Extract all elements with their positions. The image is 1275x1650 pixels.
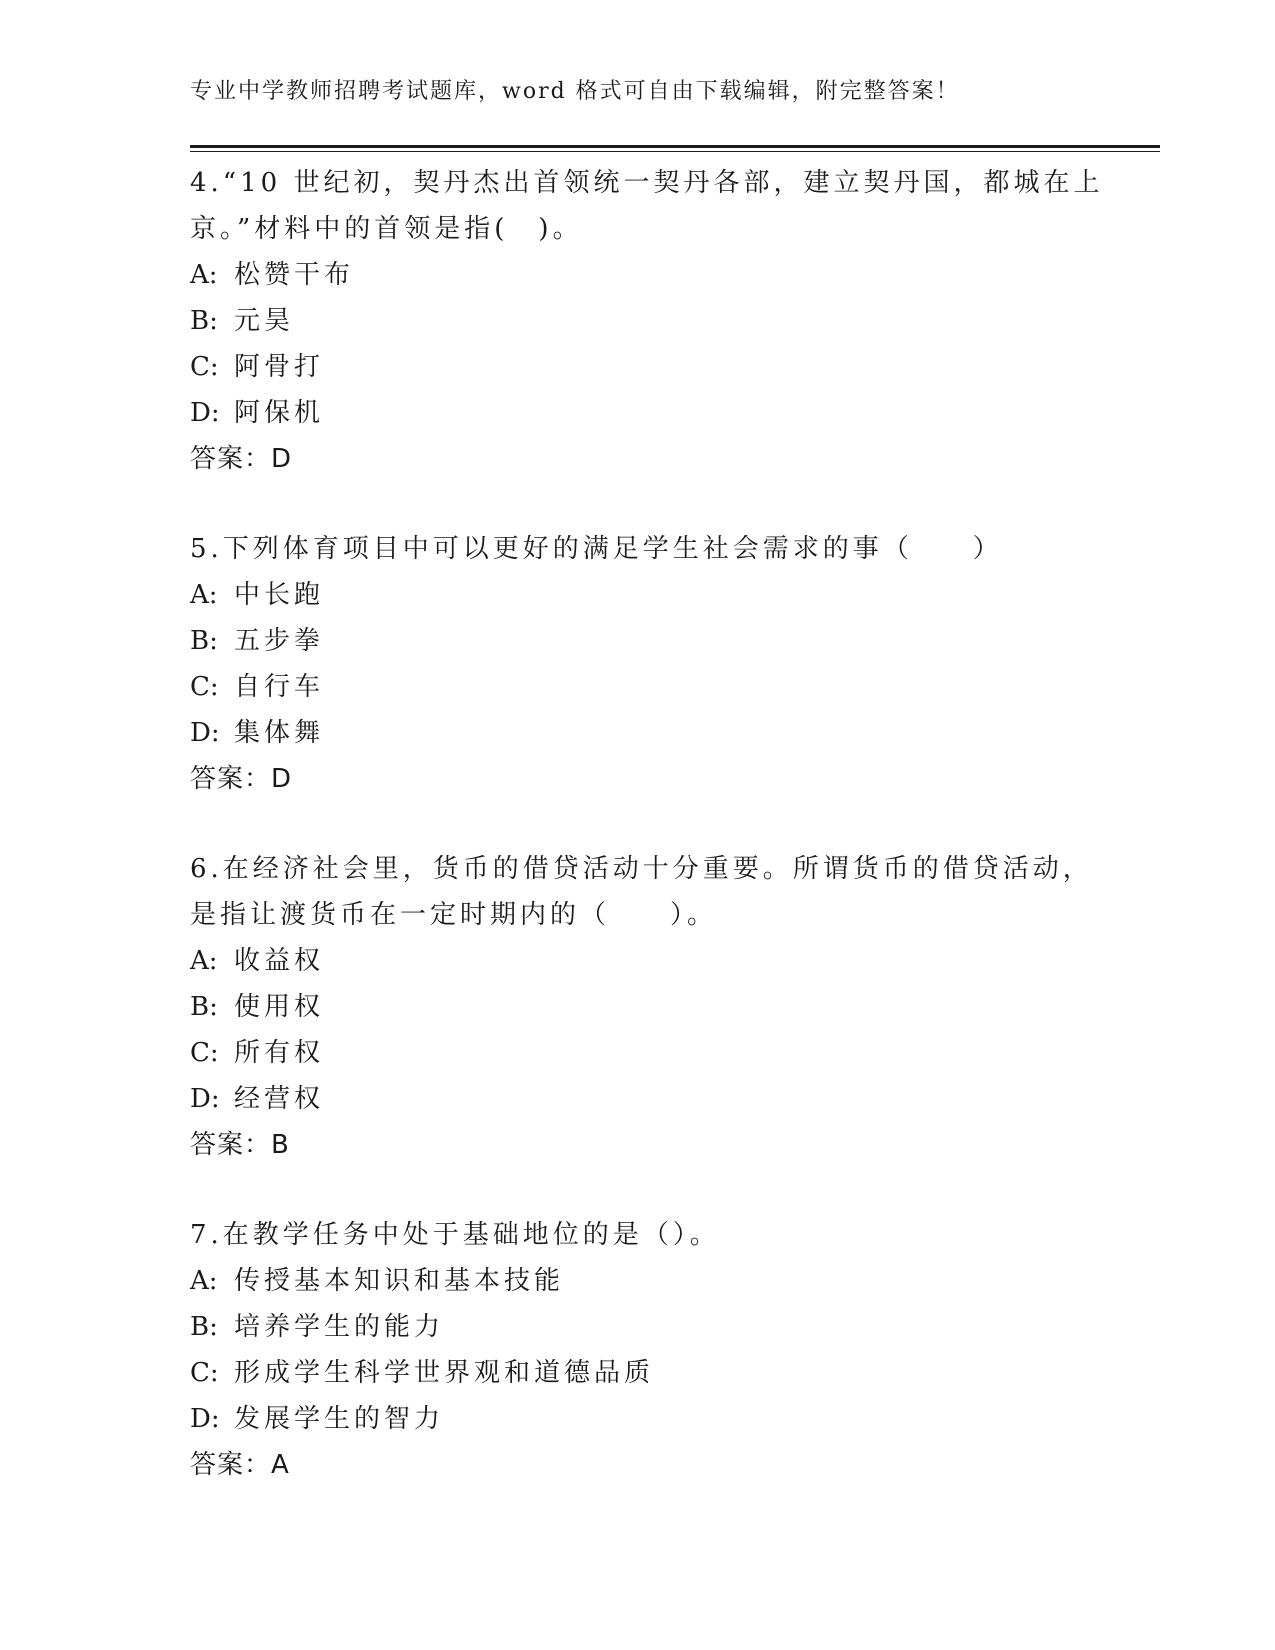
option-c — [190, 344, 1090, 390]
option-text: 收益权 — [234, 946, 325, 976]
option-d — [190, 710, 1090, 756]
option-d — [190, 390, 1090, 436]
option-key: A: — [190, 1266, 218, 1296]
page-header: 专业中学教师招聘考试题库，word 格式可自由下载编辑，附完整答案！ — [190, 79, 960, 104]
option-key: D: — [190, 398, 220, 428]
option-key: B: — [190, 1312, 218, 1342]
option-b — [190, 618, 1090, 664]
option-b — [190, 984, 1090, 1030]
question-stem-line: 5.下列体育项目中可以更好的满足学生社会需求的事（ ） — [190, 534, 1003, 564]
answer-value: A — [271, 1450, 290, 1480]
option-text: 五步拳 — [234, 626, 325, 656]
option-text: 元昊 — [234, 306, 295, 336]
option-b — [190, 298, 1090, 344]
question-stem-line: 京。”材料中的首领是指( )。 — [190, 214, 583, 244]
option-text: 阿保机 — [234, 398, 325, 428]
answer-value: D — [271, 444, 293, 474]
option-key: C: — [190, 672, 219, 702]
option-text: 发展学生的智力 — [234, 1404, 445, 1434]
answer-line — [190, 1122, 1090, 1168]
question-stem-line: 是指让渡货币在一定时期内的（ ）。 — [190, 900, 718, 930]
option-a — [190, 252, 1090, 298]
question-list — [190, 160, 1104, 1532]
option-a — [190, 938, 1090, 984]
option-text: 培养学生的能力 — [234, 1312, 445, 1342]
answer-label: 答案： — [190, 444, 272, 474]
option-text: 阿骨打 — [234, 352, 325, 382]
option-key: D: — [190, 1404, 220, 1434]
option-key: A: — [190, 580, 218, 610]
option-key: C: — [190, 352, 219, 382]
question-6 — [190, 846, 1093, 1168]
option-text: 使用权 — [234, 992, 325, 1022]
option-key: D: — [190, 1084, 220, 1114]
answer-label: 答案： — [190, 764, 272, 794]
option-d — [190, 1396, 1090, 1442]
option-d — [190, 1076, 1090, 1122]
answer-value: B — [271, 1130, 290, 1160]
answer-value: D — [271, 764, 293, 794]
option-key: A: — [190, 260, 218, 290]
option-a — [190, 572, 1090, 618]
option-b — [190, 1304, 1090, 1350]
option-text: 经营权 — [234, 1084, 325, 1114]
answer-label: 答案： — [190, 1130, 272, 1160]
option-key: B: — [190, 992, 218, 1022]
option-key: A: — [190, 946, 218, 976]
option-text: 集体舞 — [234, 718, 325, 748]
option-c — [190, 1030, 1090, 1076]
answer-line — [190, 756, 1090, 802]
option-text: 松赞干布 — [234, 260, 355, 290]
question-stem-line: 4.“10 世纪初，契丹杰出首领统一契丹各部，建立契丹国，都城在上 — [190, 168, 1104, 198]
question-stem-line: 7.在教学任务中处于基础地位的是（）。 — [190, 1220, 720, 1250]
option-key: B: — [190, 306, 218, 336]
option-key: C: — [190, 1038, 219, 1068]
option-c — [190, 1350, 1090, 1396]
option-key: D: — [190, 718, 220, 748]
answer-line — [190, 436, 1090, 482]
option-key: B: — [190, 626, 218, 656]
option-text: 传授基本知识和基本技能 — [234, 1266, 565, 1296]
option-text: 中长跑 — [234, 580, 325, 610]
option-c — [190, 664, 1090, 710]
option-a — [190, 1258, 1090, 1304]
option-key: C: — [190, 1358, 219, 1388]
question-stem-line: 6.在经济社会里，货币的借贷活动十分重要。所谓货币的借贷活动， — [190, 854, 1093, 884]
answer-line — [190, 1442, 1090, 1488]
option-text: 所有权 — [234, 1038, 325, 1068]
question-7 — [190, 1212, 1090, 1488]
option-text: 自行车 — [234, 672, 325, 702]
option-text: 形成学生科学世界观和道德品质 — [234, 1358, 655, 1388]
question-5 — [190, 526, 1090, 802]
header-divider — [190, 145, 1160, 152]
question-4 — [190, 160, 1104, 482]
answer-label: 答案： — [190, 1450, 272, 1480]
